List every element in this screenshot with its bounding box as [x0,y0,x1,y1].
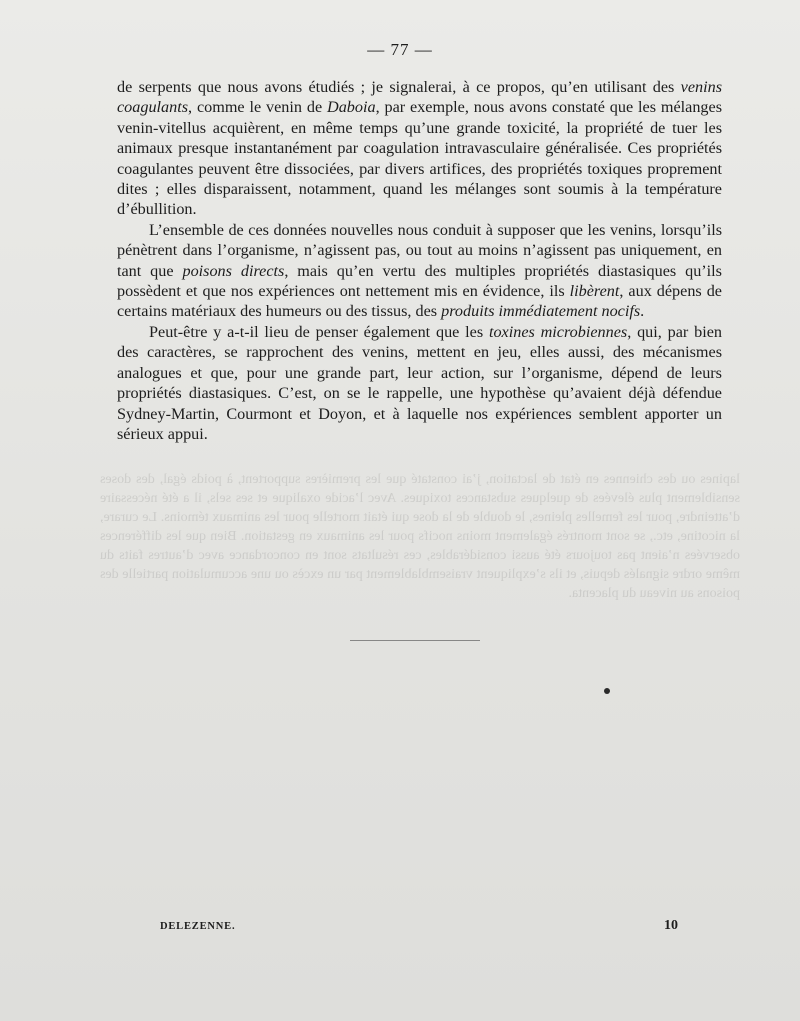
italic-phrase: Daboia [327,98,376,117]
signature-sheet-number: 10 [664,918,678,933]
italic-phrase: libèrent [569,282,620,301]
body-text [117,77,722,444]
paragraph: L’ensemble de ces données nouvelles nous conduit à supposer que les venins, lorsqu’ils pénètrent dans l’organisme, n’agissent pas, ou tout au moins n’agissent pas uniquement, en tant que poisons directs, mais qu’en vertu des multiples propriétés diastasiques qu’ils possèdent et que nos expériences ont nettement mis en évidence, ils libèrent, aux dépens de certains matériaux des humeurs ou des tissus, des produits immédiatement nocifs. [117,220,722,321]
ink-spot [604,688,610,694]
page-number: — 77 — [367,40,433,59]
italic-phrase: poisons directs [182,261,285,280]
paragraph: de serpents que nous avons étudiés ; je signalerai, à ce propos, qu’en utilisant des venins coagulants, comme le venin de Daboia, par exemple, nous avons constaté que les mélanges venin-vitellus acquièrent, en même temps qu’une grande toxicité, la propriété de tuer les animaux presque instantanément par coagulation intravasculaire généralisée. Ces propriétés coagulantes peuvent être dissociées, par divers artifices, des propriétés toxiques proprement dites ; elles disparaissent, notamment, quand les mélanges sont soumis à la température d’ébullition. [117,78,722,219]
paragraph: Peut-être y a-t-il lieu de penser également que les toxines microbiennes, qui, par bien des caractères, se rapprochent des venins, mettent en jeu, elles aussi, des mécanismes analogues et que, pour une grande part, leur action, sur l’organisme, dépend de leurs propriétés diastasiques. C’est, on se le rappelle, une hypothèse qu’avaient déjà défendue Sydney-Martin, Courmont et Doyon, et à laquelle nos expériences semblent apporter un sérieux appui. [117,322,722,443]
bleed-through-text: lapines ou des chiennes en état de lactation, j’ai constaté que les premières supportent, à poids égal, des doses sensiblement plus élevées de quelques substances toxiques. Avec l’acide oxalique et ses sels, il a été nécessaire d’atteindre, pour les femelles pleines, le double de la dose qui était mortelle pour les animaux témoins. Le curare, la nicotine, etc., se sont montrés également moins nocifs pour les animaux en gestation. Bien que les différences observées n’aient pas toujours été aussi considérables, ces résultats sont en concordance avec d’autres faits du même ordre signalés depuis, et ils s’expliquent vraisemblablement par un excès ou une accumulation partielle des poisons au niveau du placenta. [100,472,740,601]
italic-phrase: produits immédiatement nocifs [441,302,641,321]
italic-phrase: venins coagulants [117,78,722,117]
author-signature: DELEZENNE. [160,921,236,932]
italic-phrase: toxines microbiennes [488,322,628,341]
separator-rule [350,640,480,641]
